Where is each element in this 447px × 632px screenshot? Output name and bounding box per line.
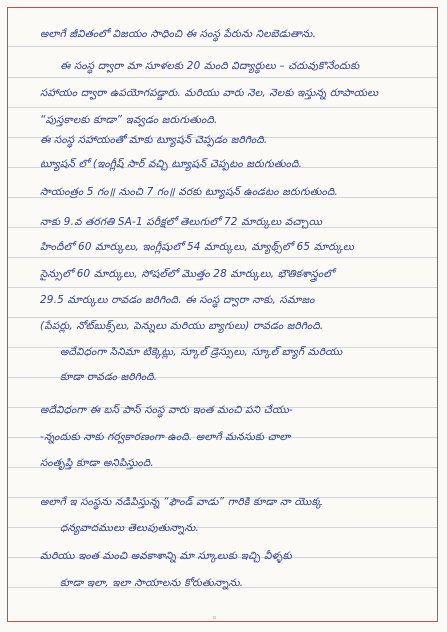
handwritten-line: అలాగే ఇ సంస్థను నడిపిస్తున్న “ఫౌండ్ వాడు” గారికి కూడా నా యొక్క: [40, 496, 323, 508]
handwritten-line: సంతృప్తి కూడా అనిపిస్తుంది.: [40, 457, 154, 469]
handwritten-line: సైన్సులో 60 మార్కులు, సోషల్‌లో మొత్తం 28 మార్కులు, భౌతికశాస్త్రంలో: [40, 268, 335, 280]
handwritten-line: ట్యూషన్ లో (ఇంగ్లీష్ సార్ వచ్చి ట్యూషన్ చెప్పటం జరుగుతుంది.: [40, 158, 303, 170]
handwritten-line: (పేపర్లు, నోట్‌బుక్స్‌లు, పెన్నులు మరియు బ్యాగులు) రావడం జరిగింది.: [40, 320, 324, 332]
handwritten-line: అదేవిధంగా ఈ బస్ పాస్ సంస్థ వారు ఇంత మంచి పని చేయు-: [40, 404, 293, 416]
handwritten-line: హిందీలో 60 మార్కులు, ఇంగ్లీషులో 54 మార్కులు, మ్యాథ్స్‌లో 65 మార్కులు: [40, 241, 355, 253]
handwritten-line: మరియు ఇంత మంచి అవకాశాన్ని మా స్కూలుకు ఇచ్చి వీళ్ళకు: [40, 550, 292, 562]
handwritten-line: కూడా ఇలా, ఇలా సాయాలను కోరుతున్నాను.: [60, 577, 244, 589]
fold-mark: ◦: [212, 614, 218, 624]
handwritten-line: -న్నందుకు నాకు గర్వకారణంగా ఉంది. అలాగే మనసుకు చాలా: [40, 431, 291, 443]
handwritten-line: 29.5 మార్కులు రావడం జరిగింది. ఈ సంస్థ ద్వారా నాకు, సమాజం: [40, 294, 315, 306]
handwritten-line: సహాయం ద్వారా ఉపయోగపడ్డారు. మరియు వారు నెల, నెలకు ఇస్తున్న రూపాయలు: [40, 87, 379, 99]
handwritten-line: నాకు 9.వ తరగతి SA-1 పరీక్షలో తెలుగులో 72 మార్కులు వచ్చాయి: [40, 216, 323, 228]
handwritten-line: సాయంత్రం 5 గం॥ నుంచి 7 గం॥ వరకు ట్యూషన్ ఉండటం జరుగుతుంది.: [40, 186, 338, 198]
handwritten-line: ఈ సంస్థ ద్వారా మా సూళలకు 20 మంది విద్యార్థులు – చదువుకొనేందుకు: [60, 60, 360, 72]
handwritten-line: అదేవిధంగా సినిమా టిక్కెట్లు, స్కూల్ డ్రెస్సులు, స్కూల్ బ్యాగ్ మరియు: [60, 346, 343, 358]
handwritten-line: కూడా రావడం జరిగింది.: [60, 371, 158, 383]
handwritten-line: “పుస్తకాలకు కూడా” ఇవ్వడం జరుగుతుంది.: [40, 114, 218, 126]
handwritten-line: ధన్యవాదములు తెలుపుతున్నాను.: [60, 522, 200, 534]
handwritten-line: అలాగే జీవితంలో విజయం సాధించి ఈ సంస్థ పేరును నిలబెడుతాను.: [40, 28, 317, 40]
handwritten-line: ఈ సంస్థ సహాయంతో మాకు ట్యూషన్ చెప్పడం జరిగింది.: [40, 134, 268, 146]
